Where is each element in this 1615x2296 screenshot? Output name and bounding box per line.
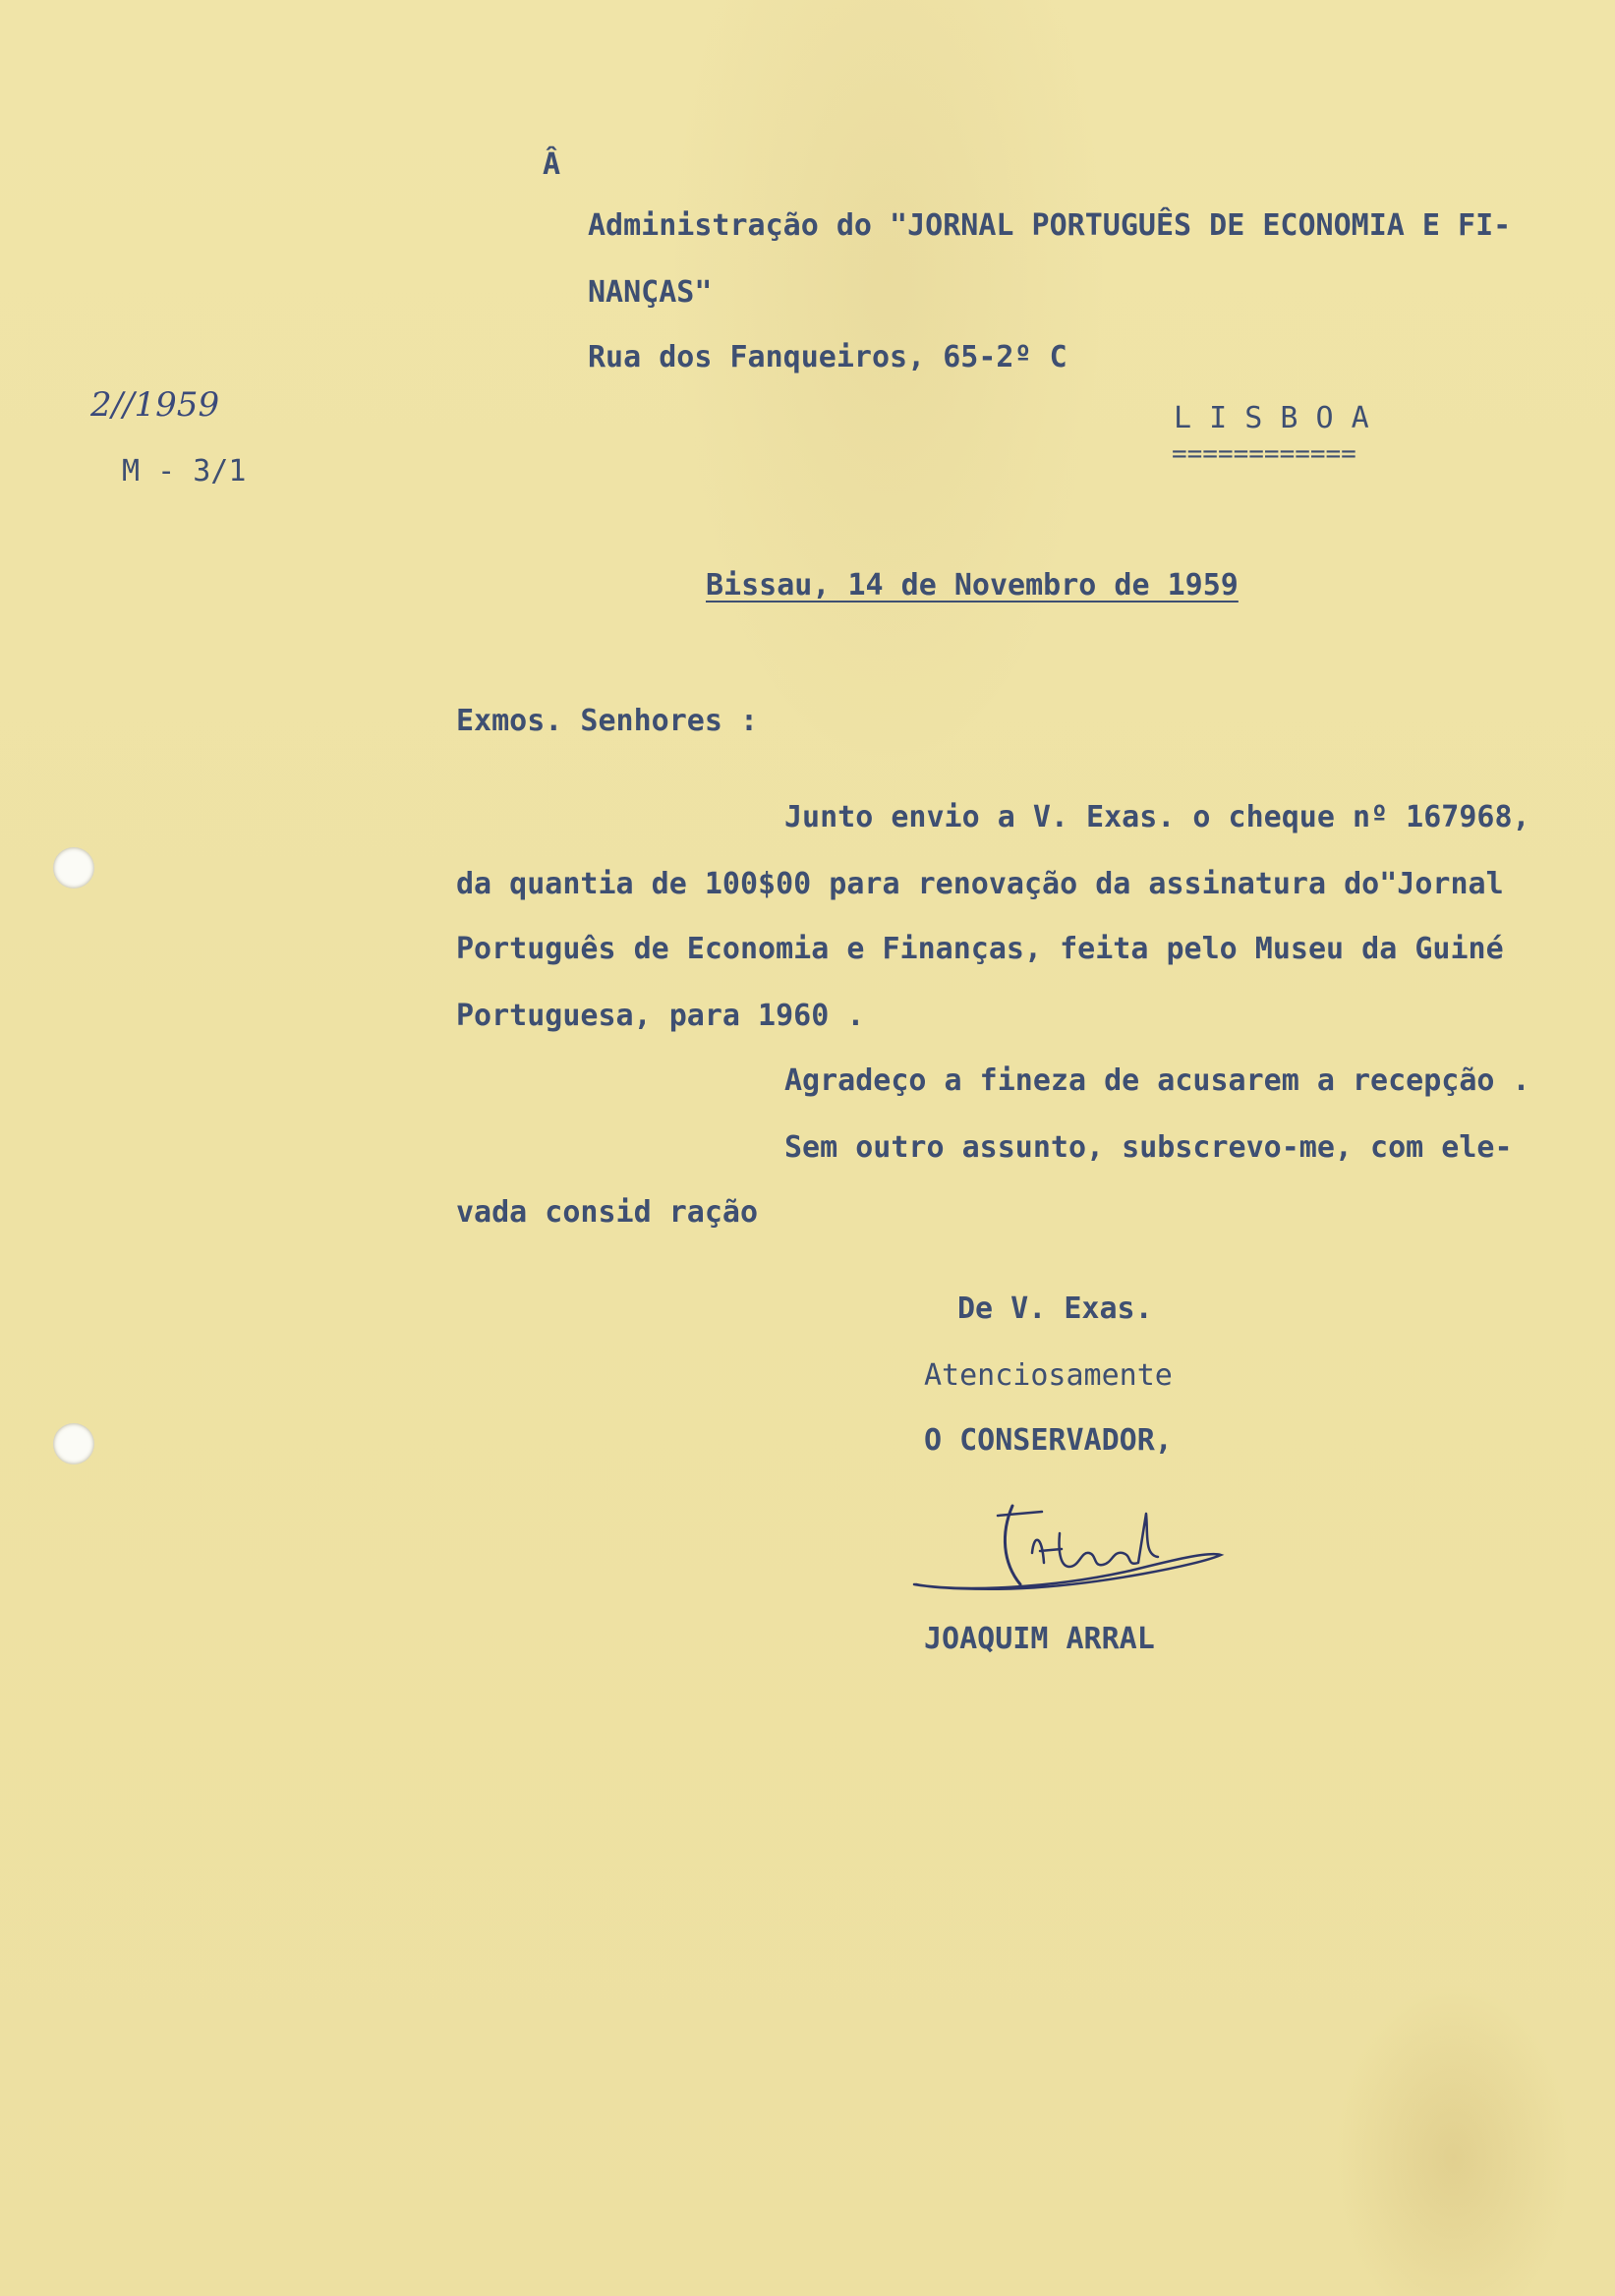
body-line-5: Agradeço a fineza de acusarem a recepção . [784,1063,1530,1098]
body-line-2: da quantia de 100$00 para renovação da assinatura do"Jornal [456,867,1504,901]
handwritten-reference: 2//1959 [90,385,220,425]
signature [904,1494,1239,1612]
body-line-3: Português de Economia e Finanças, feita pelo Museu da Guiné [456,932,1504,966]
signatory-name: JOAQUIM ARRAL [924,1622,1155,1656]
file-code: M - 3/1 [122,454,247,488]
closing-line-3: O CONSERVADOR, [924,1423,1173,1458]
recipient-city-rule: ============ [1172,439,1356,469]
closing-line-1: De V. Exas. [957,1292,1153,1326]
date-line: Bissau, 14 de Novembro de 1959 [706,568,1239,603]
body-line-4: Portuguesa, para 1960 . [456,999,865,1033]
recipient-line-2: NANÇAS" [588,275,713,310]
recipient-city: L I S B O A [1174,401,1369,435]
punch-hole-bottom [53,1423,94,1464]
body-line-1: Junto envio a V. Exas. o cheque nº 167968, [784,800,1530,834]
closing-line-2: Atenciosamente [924,1358,1173,1393]
punch-hole-top [53,847,94,889]
body-line-6: Sem outro assunto, subscrevo-me, com ele- [784,1130,1513,1165]
recipient-line-1: Administração do "JORNAL PORTUGUÊS DE ECONOMIA E FI- [588,208,1512,243]
top-mark: Â [543,147,561,182]
body-line-7: vada consid ração [456,1195,759,1230]
recipient-line-3: Rua dos Fanqueiros, 65-2º C [588,340,1067,374]
salutation: Exmos. Senhores : [456,704,759,738]
